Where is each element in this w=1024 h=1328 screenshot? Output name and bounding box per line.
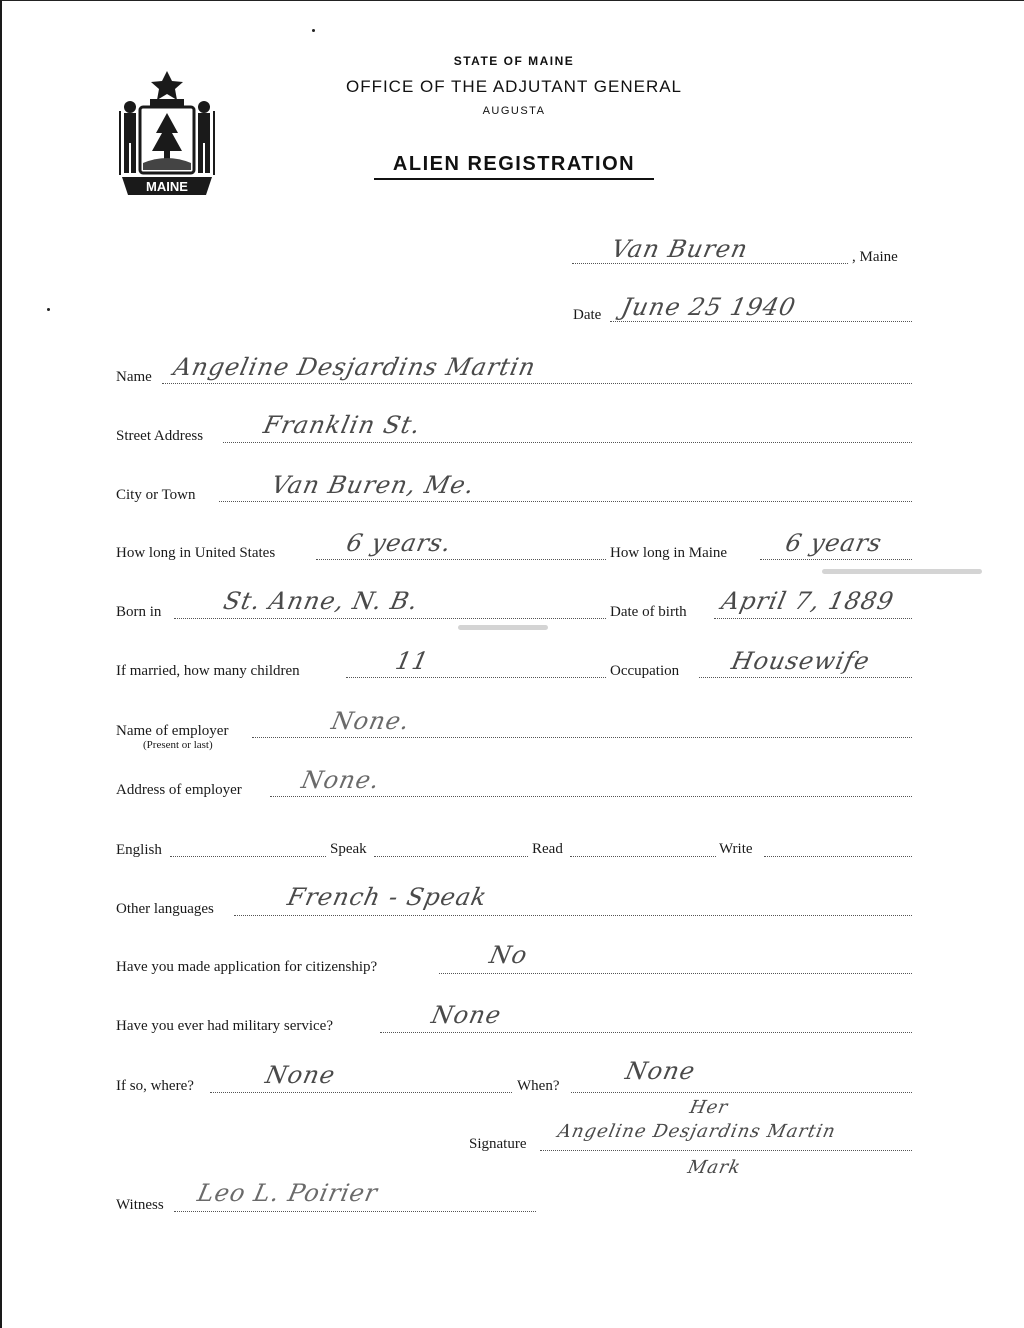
citizenship-value: No (487, 941, 531, 969)
occupation-line (699, 677, 912, 678)
write-line (764, 856, 912, 857)
years-us-label: How long in United States (116, 545, 276, 561)
pencil-smudge (822, 569, 982, 574)
date-value: June 25 1940 (619, 293, 799, 321)
english-label: English (116, 842, 162, 858)
born-value: St. Anne, N. B. (221, 587, 422, 615)
city-label: City or Town (116, 487, 196, 503)
date-line (610, 321, 912, 322)
when-value: None (623, 1057, 699, 1085)
signature-label: Signature (469, 1136, 527, 1152)
born-line (174, 618, 606, 619)
signature-mark-top: Her (687, 1097, 731, 1118)
read-label: Read (532, 841, 563, 857)
witness-label: Witness (116, 1197, 164, 1213)
years-maine-line (760, 559, 912, 560)
employer-label: Name of employer (116, 723, 229, 739)
name-label: Name (116, 369, 152, 385)
military-label: Have you ever had military service? (116, 1018, 333, 1034)
years-maine-value: 6 years (783, 529, 885, 557)
ink-speck (312, 29, 315, 32)
street-line (223, 442, 912, 443)
dob-line (714, 618, 912, 619)
ink-speck (47, 308, 50, 311)
years-maine-label: How long in Maine (610, 545, 728, 561)
military-value: None (429, 1001, 505, 1029)
seal-label: MAINE (146, 179, 188, 194)
form-title: ALIEN REGISTRATION (374, 153, 654, 180)
employer-address-label: Address of employer (116, 782, 242, 798)
where-label: If so, where? (116, 1078, 194, 1094)
name-line (162, 383, 912, 384)
english-line (170, 856, 326, 857)
name-value: Angeline Desjardins Martin (171, 353, 539, 381)
children-line (346, 677, 606, 678)
signature-mark-bottom: Mark (685, 1157, 743, 1178)
street-value: Franklin St. (261, 411, 424, 439)
city-heading: AUGUSTA (482, 105, 546, 117)
children-value: 11 (393, 647, 432, 675)
write-label: Write (719, 841, 753, 857)
employer-line (252, 737, 912, 738)
where-value: None (263, 1061, 339, 1089)
city-value: Van Buren, Me. (269, 471, 478, 499)
witness-value: Leo L. Poirier (195, 1179, 381, 1207)
years-us-value: 6 years. (344, 529, 455, 557)
occupation-label: Occupation (610, 663, 680, 679)
dob-label: Date of birth (610, 604, 687, 620)
employer-note: (Present or last) (143, 739, 213, 751)
employer-address-value: None. (299, 766, 383, 794)
employer-value: None. (329, 707, 413, 735)
citizenship-label: Have you made application for citizenship? (116, 959, 378, 975)
other-languages-value: French - Speak (285, 883, 490, 911)
office-heading: OFFICE OF THE ADJUTANT GENERAL (345, 77, 683, 96)
date-label: Date (573, 307, 602, 323)
when-label: When? (517, 1078, 560, 1094)
state-heading: STATE OF MAINE (453, 54, 575, 68)
signature-line (540, 1150, 912, 1151)
pencil-smudge (458, 625, 548, 630)
location-value: Van Buren (609, 235, 751, 263)
children-label: If married, how many children (116, 663, 300, 679)
signature-value: Angeline Desjardins Martin (555, 1121, 838, 1142)
speak-label: Speak (330, 841, 367, 857)
born-label: Born in (116, 604, 162, 620)
city-line (219, 501, 912, 502)
read-line (570, 856, 716, 857)
dob-value: April 7, 1889 (719, 587, 897, 615)
years-us-line (316, 559, 606, 560)
occupation-value: Housewife (729, 647, 873, 675)
other-languages-label: Other languages (116, 901, 214, 917)
location-suffix: , Maine (852, 249, 898, 265)
speak-line (374, 856, 528, 857)
citizenship-line (439, 973, 912, 974)
witness-line (174, 1211, 536, 1212)
where-line (210, 1092, 512, 1093)
street-label: Street Address (116, 428, 204, 444)
when-line (571, 1092, 912, 1093)
employer-address-line (270, 796, 912, 797)
location-line (572, 263, 848, 264)
military-line (380, 1032, 912, 1033)
other-languages-line (234, 915, 912, 916)
